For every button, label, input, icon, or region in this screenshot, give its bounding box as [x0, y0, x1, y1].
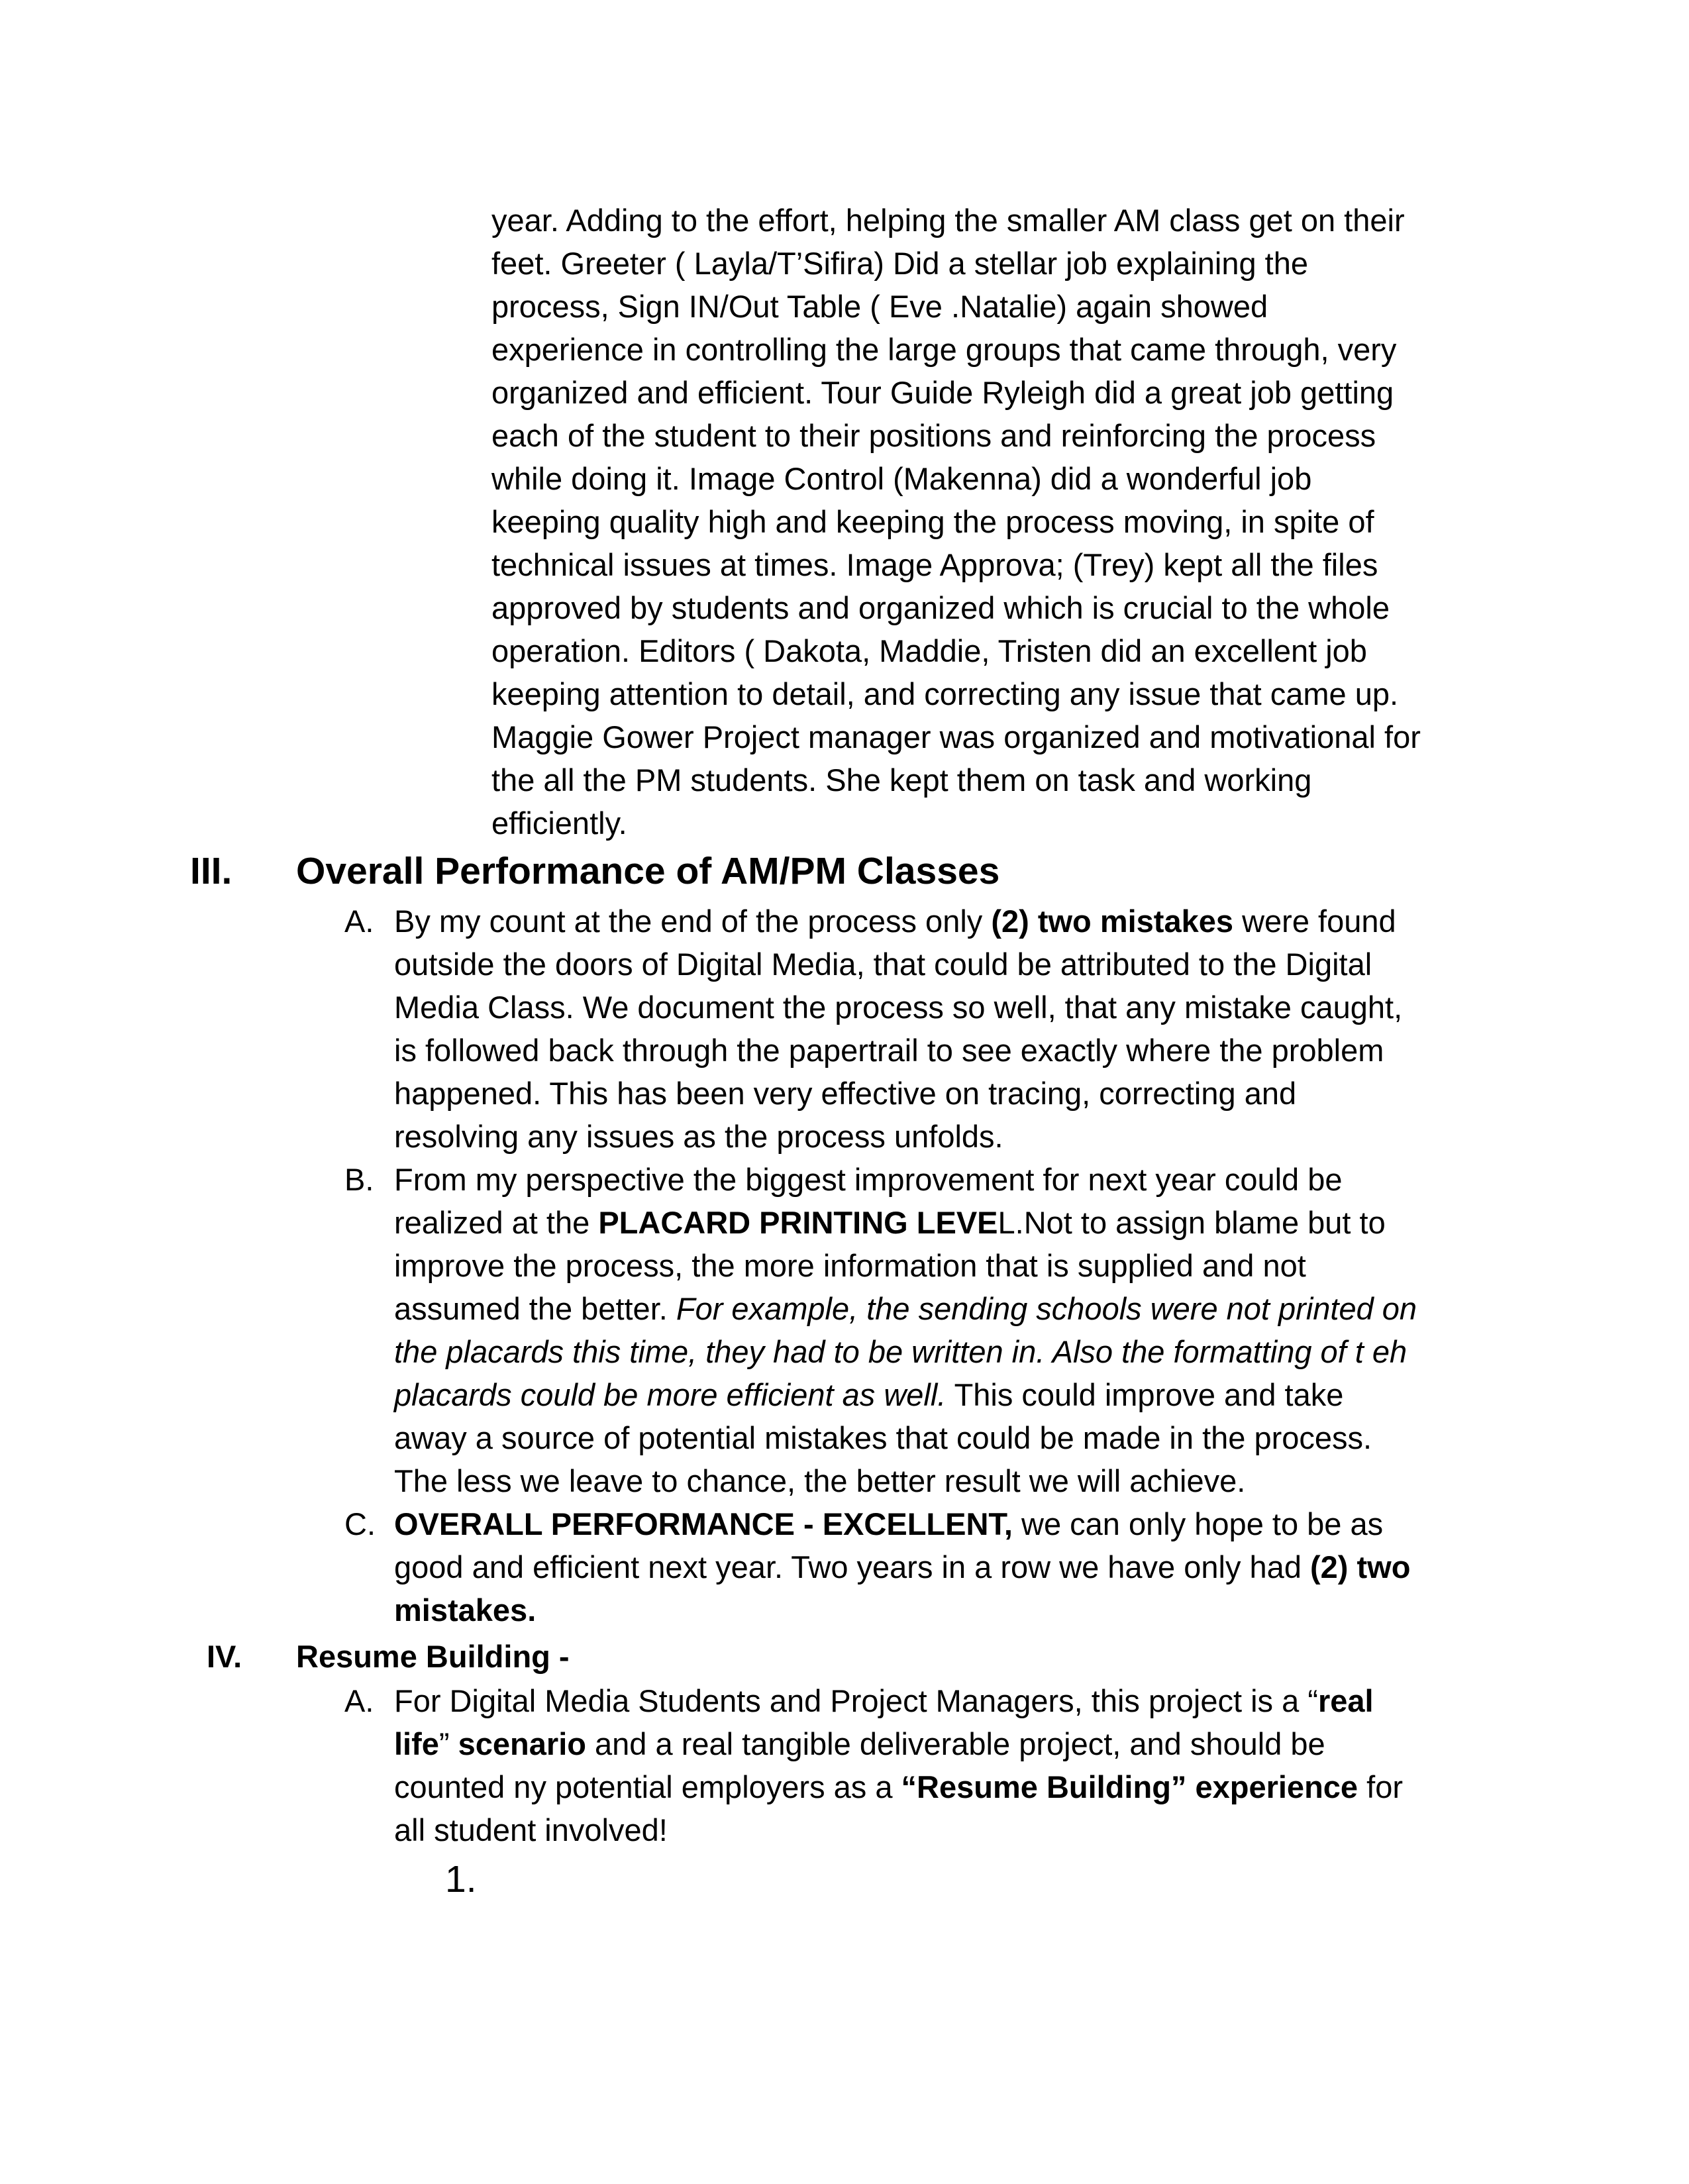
text-run: for	[1358, 1769, 1403, 1804]
text-run: we can only hope to be as	[1012, 1506, 1384, 1541]
item-line: resolving any issues as the process unfolds.	[394, 1119, 1003, 1154]
item-line: outside the doors of Digital Media, that could be attributed to the Digital	[394, 947, 1372, 982]
paragraph-line: experience in controlling the large groups that came through, very	[491, 332, 1397, 367]
item-line: away a source of potential mistakes that could be made in the process.	[394, 1420, 1372, 1455]
item-line	[394, 1679, 1374, 1722]
text-run: ”	[438, 1726, 458, 1761]
item-line: From my perspective the biggest improvement for next year could be	[394, 1162, 1343, 1197]
text-run: By my count at the end of the process only	[394, 904, 992, 939]
paragraph-line: the all the PM students. She kept them on task and working	[491, 762, 1312, 798]
text-run: This could improve and take	[946, 1377, 1344, 1412]
item-line: The less we leave to chance, the better result we will achieve.	[394, 1463, 1246, 1498]
bold-text-run: “Resume Building” experience	[901, 1769, 1358, 1804]
item-letter: C.	[344, 1506, 376, 1541]
bold-text-run: (2) two	[1310, 1549, 1411, 1585]
paragraph-line: operation. Editors ( Dakota, Maddie, Tristen did an excellent job	[491, 633, 1367, 668]
section-heading: Overall Performance of AM/PM Classes	[296, 850, 1000, 892]
paragraph-line: approved by students and organized which is crucial to the whole	[491, 590, 1390, 625]
italic-text-run: placards could be more efficient as well.	[394, 1377, 947, 1412]
text-run: counted ny potential employers as a	[394, 1769, 901, 1804]
item-line	[394, 900, 1396, 943]
item-line	[394, 1545, 1410, 1588]
bold-text-run: life	[394, 1726, 439, 1761]
paragraph-line: organized and efficient. Tour Guide Ryleigh did a great job getting	[491, 375, 1394, 410]
text-run: assumed the better.	[394, 1291, 676, 1326]
item-letter: A.	[344, 1683, 374, 1718]
item-line: mistakes.	[394, 1592, 537, 1628]
bold-text-run: PLACARD PRINTING LEVE	[598, 1205, 998, 1240]
item-line	[394, 1201, 1386, 1244]
item-letter: B.	[344, 1162, 374, 1197]
paragraph-line: keeping attention to detail, and correcting any issue that came up.	[491, 676, 1399, 711]
paragraph-line: feet. Greeter ( Layla/T’Sifira) Did a stellar job explaining the	[491, 246, 1309, 281]
item-line: all student involved!	[394, 1812, 668, 1847]
bold-text-run: OVERALL PERFORMANCE - EXCELLENT,	[394, 1506, 1013, 1541]
text-run: L.Not to assign blame but to	[998, 1205, 1386, 1240]
text-run: good and efficient next year. Two years in a row we have only had	[394, 1549, 1311, 1585]
paragraph-line: keeping quality high and keeping the process moving, in spite of	[491, 504, 1374, 539]
text-run: realized at the	[394, 1205, 599, 1240]
paragraph-line: year. Adding to the effort, helping the smaller AM class get on their	[491, 203, 1405, 238]
item-line: Media Class. We document the process so well, that any mistake caught,	[394, 990, 1403, 1025]
item-line: happened. This has been very effective on tracing, correcting and	[394, 1076, 1297, 1111]
section-numeral: III.	[190, 850, 232, 892]
paragraph-line: process, Sign IN/Out Table ( Eve .Natalie) again showed	[491, 289, 1268, 324]
italic-text-run: For example, the sending schools were not printed on	[676, 1291, 1417, 1326]
item-line	[394, 1287, 1417, 1330]
bold-text-run: (2) two mistakes	[991, 904, 1234, 939]
item-line: is followed back through the papertrail to see exactly where the problem	[394, 1033, 1384, 1068]
item-line	[394, 1765, 1403, 1808]
item-line	[394, 1502, 1383, 1545]
text-run: For Digital Media Students and Project Managers, this project is a “	[394, 1683, 1318, 1718]
item-line: improve the process, the more information that is supplied and not	[394, 1248, 1306, 1283]
paragraph-line: Maggie Gower Project manager was organized and motivational for	[491, 719, 1421, 754]
numbered-list-item: 1.	[445, 1858, 477, 1900]
paragraph-line: while doing it. Image Control (Makenna) did a wonderful job	[491, 461, 1312, 496]
text-run: and a real tangible deliverable project, and should be	[586, 1726, 1325, 1761]
item-letter: A.	[344, 904, 374, 939]
item-line	[394, 1373, 1343, 1416]
paragraph-line: technical issues at times. Image Approva; (Trey) kept all the files	[491, 547, 1378, 582]
bold-text-run: scenario	[458, 1726, 586, 1761]
section-heading: Resume Building -	[296, 1639, 570, 1674]
paragraph-line: each of the student to their positions and reinforcing the process	[491, 418, 1376, 453]
section-numeral: IV.	[207, 1639, 242, 1674]
paragraph-line: efficiently.	[491, 806, 627, 841]
item-line: the placards this time, they had to be written in. Also the formatting of t eh	[394, 1334, 1408, 1369]
item-line	[394, 1722, 1325, 1765]
bold-text-run: real	[1317, 1683, 1374, 1718]
text-run: were found	[1233, 904, 1396, 939]
